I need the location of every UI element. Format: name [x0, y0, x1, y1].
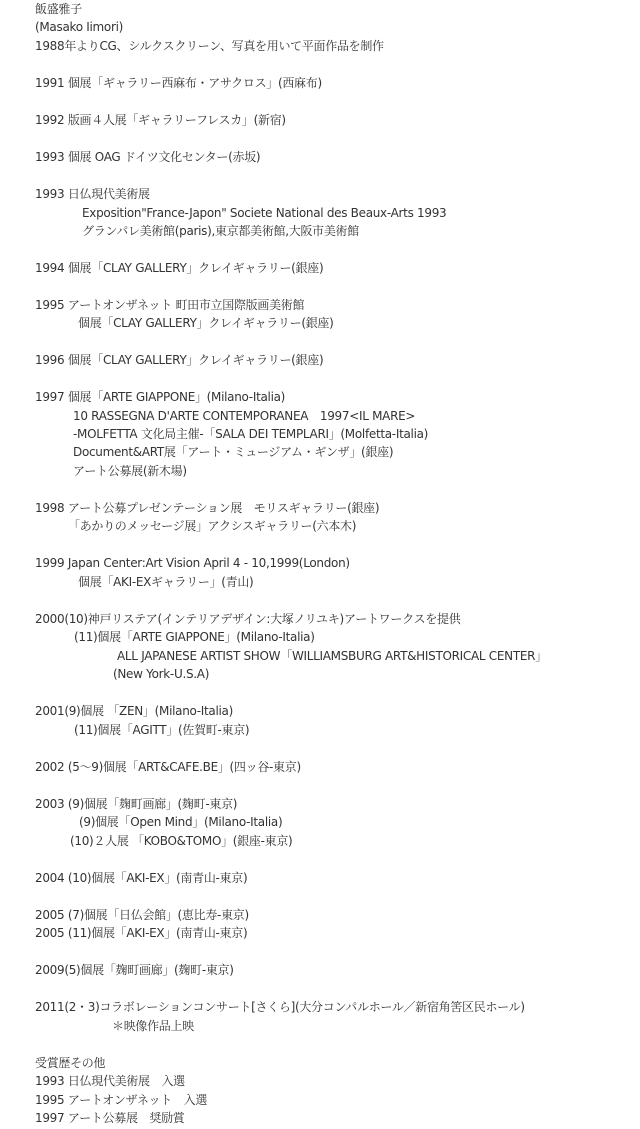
history-entry-detail: ＊映像作品上映	[112, 1019, 194, 1033]
history-entry-detail: (10)２人展 「KOBO&TOMO」(銀座-東京)	[70, 834, 293, 848]
history-entry: 1992 版画４人展「ギャラリーフレスカ」(新宿)	[35, 113, 286, 127]
history-entry-detail: 10 RASSEGNA D'ARTE CONTEMPORANEA 1997<IL MARE>	[73, 409, 416, 423]
history-entry: 2005 (11)個展「AKI-EX」(南青山-東京)	[35, 926, 248, 940]
award-entry: 1997 アート公募展 奨励賞	[35, 1111, 185, 1125]
award-entry: 1995 アートオンザネット 入選	[35, 1093, 208, 1107]
history-entry-detail: 個展「AKI-EXギャラリー」(青山)	[78, 575, 254, 589]
history-entry: 1991 個展「ギャラリー西麻布・アサクロス」(西麻布)	[35, 76, 322, 90]
history-entry: 1995 アートオンザネット 町田市立国際版画美術館	[35, 298, 305, 312]
history-entry: 2011(2・3)コラボレーションコンサート[さくら](大分コンパルホール／新宿角筈区民ホール)	[35, 1000, 525, 1014]
history-entry-detail: (9)個展「Open Mind」(Milano-Italia)	[79, 815, 283, 829]
history-entry-detail: アート公募展(新木場)	[73, 464, 187, 478]
history-entry-detail: Exposition"France-Japon" Societe National des Beaux-Arts 1993	[82, 206, 447, 220]
history-entry-detail: ALL JAPANESE ARTIST SHOW「WILLIAMSBURG ART&HISTORICAL CENTER」	[117, 649, 547, 663]
history-entry: 1994 個展「CLAY GALLERY」クレイギャラリー(銀座)	[35, 261, 324, 275]
history-entry: 2003 (9)個展「麹町画廊」(麹町-東京)	[35, 797, 238, 811]
artist-name-japanese: 飯盛雅子	[35, 2, 82, 16]
history-entry: 2000(10)神戸リステア(インテリアデザイン:大塚ノリユキ)アートワークスを提供	[35, 612, 461, 626]
history-entry-detail: (11)個展「AGITT」(佐賀町-東京)	[74, 723, 250, 737]
history-entry-detail: -MOLFETTA 文化局主催-「SALA DEI TEMPLARI」(Molfetta-Italia)	[73, 427, 429, 441]
history-entry-detail: 「あかりのメッセージ展」アクシスギャラリー(六本木)	[68, 519, 357, 533]
history-entry: 1998 アート公募プレゼンテーション展 モリスギャラリー(銀座)	[35, 501, 380, 515]
award-entry: 1993 日仏現代美術展 入選	[35, 1074, 185, 1088]
artist-name-romanized: (Masako Iimori)	[35, 20, 124, 34]
history-entry: 2002 (5～9)個展「ART&CAFE.BE」(四ッ谷-東京)	[35, 760, 301, 774]
history-entry: 1993 個展 OAG ドイツ文化センター(赤坂)	[35, 150, 261, 164]
history-entry-detail: (11)個展「ARTE GIAPPONE」(Milano-Italia)	[74, 630, 315, 644]
awards-heading: 受賞歴その他	[35, 1056, 106, 1070]
history-entry-detail: (New York-U.S.A)	[113, 667, 210, 681]
history-entry: 2009(5)個展「麹町画廊」(麹町-東京)	[35, 963, 234, 977]
history-entry: 1996 個展「CLAY GALLERY」クレイギャラリー(銀座)	[35, 353, 324, 367]
history-entry: 2005 (7)個展「日仏会館」(恵比寿-東京)	[35, 908, 249, 922]
history-entry: 1999 Japan Center:Art Vision April 4 - 10,1999(London)	[35, 556, 350, 570]
history-entry: 2001(9)個展 「ZEN」(Milano-Italia)	[35, 704, 233, 718]
history-entry: 2004 (10)個展「AKI-EX」(南青山-東京)	[35, 871, 248, 885]
history-entry-detail: 個展「CLAY GALLERY」クレイギャラリー(銀座)	[78, 316, 334, 330]
artist-intro-line: 1988年よりCG、シルクスクリーン、写真を用いて平面作品を制作	[35, 39, 384, 53]
history-entry-detail: Document&ART展「アート・ミュージアム・ギンザ」(銀座)	[73, 445, 394, 459]
history-entry: 1997 個展「ARTE GIAPPONE」(Milano-Italia)	[35, 390, 286, 404]
history-entry: 1993 日仏現代美術展	[35, 187, 150, 201]
history-entry-detail: グランパレ美術館(paris),東京都美術館,大阪市美術館	[82, 224, 359, 238]
